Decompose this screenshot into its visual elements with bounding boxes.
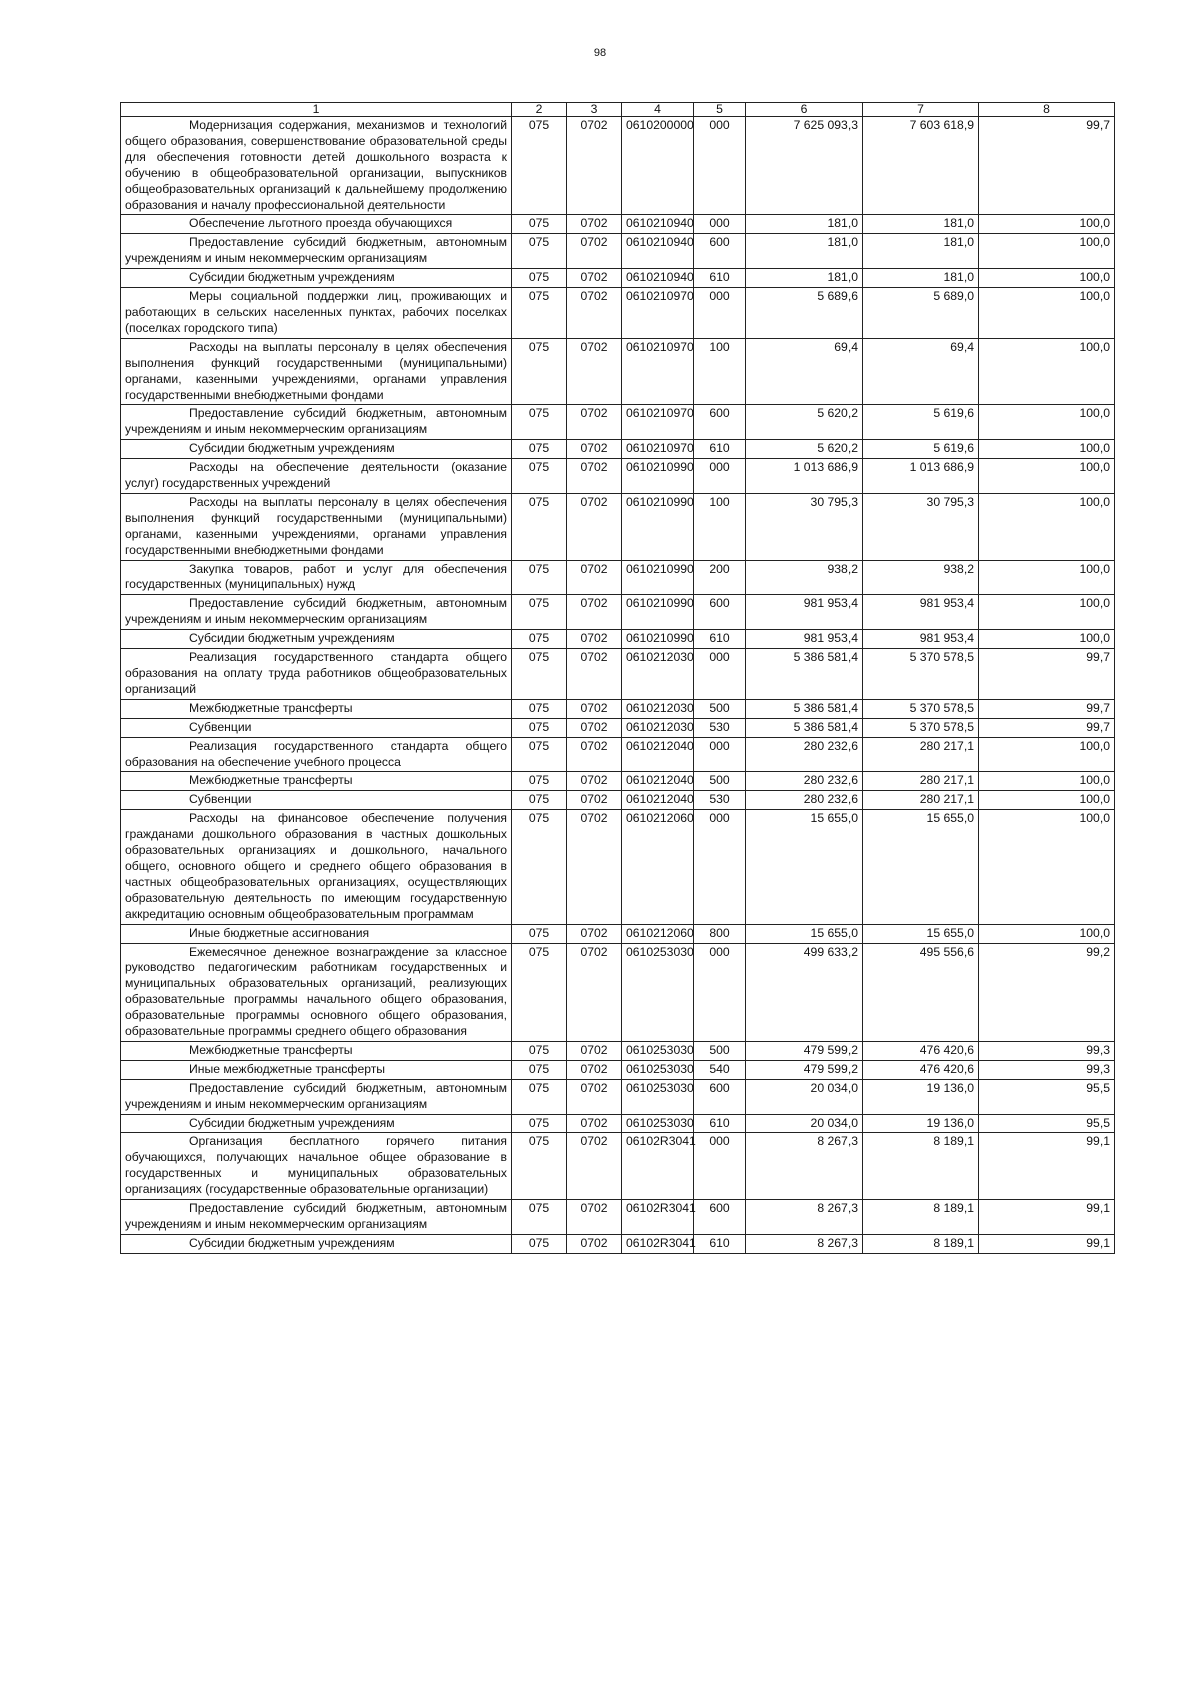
table-row <box>121 772 1115 791</box>
target-article-cell: 0610210990 <box>622 493 694 560</box>
actual-amount-cell: 5 370 578,5 <box>863 699 979 718</box>
section-code-cell: 0702 <box>567 943 622 1041</box>
target-article-cell: 0610210970 <box>622 338 694 405</box>
expense-name-cell: Организация бесплатного горячего питания обучающихся, получающих начальное общее образование в государственных и муниципальных образовательных организациях (государственные образовательные организации) <box>121 1133 512 1200</box>
expense-kind-cell: 600 <box>694 595 746 630</box>
admin-code-cell: 075 <box>512 405 567 440</box>
table-row <box>121 1060 1115 1079</box>
planned-amount-cell: 8 267,3 <box>746 1133 863 1200</box>
execution-percent-cell: 100,0 <box>979 772 1115 791</box>
expense-name-cell: Меры социальной поддержки лиц, проживающих и работающих в сельских населенных пунктах, рабочих поселках (поселках городского типа) <box>121 288 512 339</box>
admin-code-cell: 075 <box>512 1200 567 1235</box>
section-code-cell: 0702 <box>567 1114 622 1133</box>
section-code-cell: 0702 <box>567 1041 622 1060</box>
execution-percent-cell: 100,0 <box>979 737 1115 772</box>
expense-kind-cell: 000 <box>694 943 746 1041</box>
table-row <box>121 1133 1115 1200</box>
table-row <box>121 1079 1115 1114</box>
planned-amount-cell: 479 599,2 <box>746 1060 863 1079</box>
admin-code-cell: 075 <box>512 234 567 269</box>
admin-code-cell: 075 <box>512 288 567 339</box>
actual-amount-cell: 476 420,6 <box>863 1060 979 1079</box>
section-code-cell: 0702 <box>567 630 622 649</box>
expense-name-cell: Ежемесячное денежное вознаграждение за классное руководство педагогическим работникам государственных и муниципальных образовательных организаций, реализующих образовательные программы начального общего образования, образовательные программы основного общего образования, образовательные программы среднего общего образования <box>121 943 512 1041</box>
target-article-cell: 0610253030 <box>622 943 694 1041</box>
actual-amount-cell: 5 370 578,5 <box>863 649 979 700</box>
actual-amount-cell: 30 795,3 <box>863 493 979 560</box>
planned-amount-cell: 30 795,3 <box>746 493 863 560</box>
target-article-cell: 0610210970 <box>622 288 694 339</box>
planned-amount-cell: 280 232,6 <box>746 791 863 810</box>
planned-amount-cell: 69,4 <box>746 338 863 405</box>
expense-name-cell: Расходы на выплаты персоналу в целях обеспечения выполнения функций государственными (муниципальными) органами, казенными учреждениями, органами управления государственными внебюджетными фондами <box>121 493 512 560</box>
admin-code-cell: 075 <box>512 269 567 288</box>
execution-percent-cell: 99,7 <box>979 699 1115 718</box>
section-code-cell: 0702 <box>567 1060 622 1079</box>
target-article-cell: 0610253030 <box>622 1114 694 1133</box>
target-article-cell: 0610210940 <box>622 215 694 234</box>
expense-kind-cell: 610 <box>694 440 746 459</box>
expense-kind-cell: 600 <box>694 1079 746 1114</box>
expense-name-cell: Субсидии бюджетным учреждениям <box>121 630 512 649</box>
actual-amount-cell: 181,0 <box>863 234 979 269</box>
planned-amount-cell: 1 013 686,9 <box>746 459 863 494</box>
expense-name-cell: Межбюджетные трансферты <box>121 772 512 791</box>
section-code-cell: 0702 <box>567 440 622 459</box>
actual-amount-cell: 495 556,6 <box>863 943 979 1041</box>
target-article-cell: 0610212040 <box>622 791 694 810</box>
execution-percent-cell: 100,0 <box>979 560 1115 595</box>
section-code-cell: 0702 <box>567 215 622 234</box>
expense-kind-cell: 600 <box>694 1200 746 1235</box>
execution-percent-cell: 99,2 <box>979 943 1115 1041</box>
actual-amount-cell: 181,0 <box>863 269 979 288</box>
actual-amount-cell: 280 217,1 <box>863 772 979 791</box>
execution-percent-cell: 99,7 <box>979 649 1115 700</box>
admin-code-cell: 075 <box>512 737 567 772</box>
admin-code-cell: 075 <box>512 440 567 459</box>
planned-amount-cell: 15 655,0 <box>746 924 863 943</box>
planned-amount-cell: 499 633,2 <box>746 943 863 1041</box>
admin-code-cell: 075 <box>512 595 567 630</box>
admin-code-cell: 075 <box>512 718 567 737</box>
expense-kind-cell: 000 <box>694 737 746 772</box>
planned-amount-cell: 181,0 <box>746 269 863 288</box>
expense-name-cell: Расходы на финансовое обеспечение получения гражданами дошкольного образования в частных дошкольных образовательных организациях и дошкольного, начального общего, основного общего и среднего общего образования в частных общеобразовательных организациях, осуществляющих образовательную деятельность по имеющим государственную аккредитацию основным общеобразовательным программам <box>121 810 512 924</box>
actual-amount-cell: 15 655,0 <box>863 810 979 924</box>
column-header: 2 <box>512 103 567 117</box>
expense-name-cell: Межбюджетные трансферты <box>121 699 512 718</box>
table-row <box>121 234 1115 269</box>
admin-code-cell: 075 <box>512 791 567 810</box>
table-row <box>121 791 1115 810</box>
actual-amount-cell: 5 619,6 <box>863 405 979 440</box>
planned-amount-cell: 8 267,3 <box>746 1234 863 1253</box>
actual-amount-cell: 7 603 618,9 <box>863 117 979 215</box>
execution-percent-cell: 99,1 <box>979 1133 1115 1200</box>
actual-amount-cell: 15 655,0 <box>863 924 979 943</box>
planned-amount-cell: 5 620,2 <box>746 405 863 440</box>
actual-amount-cell: 280 217,1 <box>863 737 979 772</box>
expense-kind-cell: 530 <box>694 791 746 810</box>
expense-name-cell: Расходы на обеспечение деятельности (оказание услуг) государственных учреждений <box>121 459 512 494</box>
section-code-cell: 0702 <box>567 269 622 288</box>
admin-code-cell: 075 <box>512 772 567 791</box>
column-header: 5 <box>694 103 746 117</box>
expense-name-cell: Субсидии бюджетным учреждениям <box>121 1114 512 1133</box>
target-article-cell: 0610210990 <box>622 459 694 494</box>
actual-amount-cell: 476 420,6 <box>863 1041 979 1060</box>
admin-code-cell: 075 <box>512 1041 567 1060</box>
target-article-cell: 0610253030 <box>622 1041 694 1060</box>
planned-amount-cell: 280 232,6 <box>746 737 863 772</box>
expense-name-cell: Обеспечение льготного проезда обучающихся <box>121 215 512 234</box>
execution-percent-cell: 100,0 <box>979 791 1115 810</box>
expense-kind-cell: 610 <box>694 1114 746 1133</box>
execution-percent-cell: 100,0 <box>979 288 1115 339</box>
planned-amount-cell: 20 034,0 <box>746 1079 863 1114</box>
planned-amount-cell: 7 625 093,3 <box>746 117 863 215</box>
actual-amount-cell: 19 136,0 <box>863 1079 979 1114</box>
target-article-cell: 06102R3041 <box>622 1234 694 1253</box>
planned-amount-cell: 181,0 <box>746 234 863 269</box>
execution-percent-cell: 99,7 <box>979 718 1115 737</box>
table-row <box>121 699 1115 718</box>
actual-amount-cell: 19 136,0 <box>863 1114 979 1133</box>
execution-percent-cell: 100,0 <box>979 459 1115 494</box>
expense-name-cell: Иные межбюджетные трансферты <box>121 1060 512 1079</box>
expense-name-cell: Предоставление субсидий бюджетным, автономным учреждениям и иным некоммерческим организациям <box>121 405 512 440</box>
expense-name-cell: Модернизация содержания, механизмов и технологий общего образования, совершенствование образовательной среды для обеспечения готовности детей дошкольного возраста к обучению в общеобразовательной организации, выпускников общеобразовательных организаций к дальнейшему продолжению образования и началу профессиональной деятельности <box>121 117 512 215</box>
execution-percent-cell: 99,1 <box>979 1200 1115 1235</box>
expense-kind-cell: 000 <box>694 1133 746 1200</box>
execution-percent-cell: 100,0 <box>979 630 1115 649</box>
section-code-cell: 0702 <box>567 595 622 630</box>
table-row <box>121 215 1115 234</box>
admin-code-cell: 075 <box>512 215 567 234</box>
expense-kind-cell: 610 <box>694 1234 746 1253</box>
target-article-cell: 0610210970 <box>622 405 694 440</box>
admin-code-cell: 075 <box>512 1234 567 1253</box>
expense-kind-cell: 000 <box>694 215 746 234</box>
execution-percent-cell: 100,0 <box>979 405 1115 440</box>
execution-percent-cell: 100,0 <box>979 269 1115 288</box>
execution-percent-cell: 99,1 <box>979 1234 1115 1253</box>
column-header: 8 <box>979 103 1115 117</box>
table-header-row <box>121 103 1115 117</box>
expense-kind-cell: 610 <box>694 269 746 288</box>
actual-amount-cell: 5 370 578,5 <box>863 718 979 737</box>
execution-percent-cell: 95,5 <box>979 1079 1115 1114</box>
target-article-cell: 06102R3041 <box>622 1133 694 1200</box>
target-article-cell: 0610210970 <box>622 440 694 459</box>
expense-kind-cell: 200 <box>694 560 746 595</box>
expense-kind-cell: 000 <box>694 810 746 924</box>
target-article-cell: 0610253030 <box>622 1060 694 1079</box>
target-article-cell: 0610200000 <box>622 117 694 215</box>
target-article-cell: 0610212040 <box>622 772 694 791</box>
table-row <box>121 288 1115 339</box>
execution-percent-cell: 100,0 <box>979 493 1115 560</box>
expense-kind-cell: 100 <box>694 493 746 560</box>
planned-amount-cell: 981 953,4 <box>746 595 863 630</box>
expense-name-cell: Иные бюджетные ассигнования <box>121 924 512 943</box>
execution-percent-cell: 100,0 <box>979 234 1115 269</box>
admin-code-cell: 075 <box>512 630 567 649</box>
table-row <box>121 459 1115 494</box>
target-article-cell: 0610212060 <box>622 924 694 943</box>
expense-name-cell: Субсидии бюджетным учреждениям <box>121 1234 512 1253</box>
section-code-cell: 0702 <box>567 234 622 269</box>
admin-code-cell: 075 <box>512 699 567 718</box>
execution-percent-cell: 95,5 <box>979 1114 1115 1133</box>
execution-percent-cell: 99,7 <box>979 117 1115 215</box>
expense-kind-cell: 530 <box>694 718 746 737</box>
expense-kind-cell: 500 <box>694 699 746 718</box>
target-article-cell: 0610210990 <box>622 560 694 595</box>
table-row <box>121 1200 1115 1235</box>
expense-name-cell: Расходы на выплаты персоналу в целях обеспечения выполнения функций государственными (муниципальными) органами, казенными учреждениями, органами управления государственными внебюджетными фондами <box>121 338 512 405</box>
expense-name-cell: Субвенции <box>121 791 512 810</box>
execution-percent-cell: 100,0 <box>979 215 1115 234</box>
execution-percent-cell: 100,0 <box>979 440 1115 459</box>
target-article-cell: 0610212030 <box>622 649 694 700</box>
table-row <box>121 493 1115 560</box>
table-row <box>121 924 1115 943</box>
expense-kind-cell: 540 <box>694 1060 746 1079</box>
section-code-cell: 0702 <box>567 288 622 339</box>
actual-amount-cell: 8 189,1 <box>863 1133 979 1200</box>
section-code-cell: 0702 <box>567 493 622 560</box>
column-header: 4 <box>622 103 694 117</box>
table-row <box>121 269 1115 288</box>
expense-kind-cell: 000 <box>694 117 746 215</box>
table-row <box>121 649 1115 700</box>
actual-amount-cell: 69,4 <box>863 338 979 405</box>
table-row <box>121 1041 1115 1060</box>
expense-kind-cell: 610 <box>694 630 746 649</box>
admin-code-cell: 075 <box>512 338 567 405</box>
planned-amount-cell: 938,2 <box>746 560 863 595</box>
target-article-cell: 0610210990 <box>622 595 694 630</box>
expense-kind-cell: 600 <box>694 234 746 269</box>
planned-amount-cell: 981 953,4 <box>746 630 863 649</box>
section-code-cell: 0702 <box>567 699 622 718</box>
table-row <box>121 560 1115 595</box>
section-code-cell: 0702 <box>567 1079 622 1114</box>
section-code-cell: 0702 <box>567 772 622 791</box>
section-code-cell: 0702 <box>567 1200 622 1235</box>
table-row <box>121 405 1115 440</box>
section-code-cell: 0702 <box>567 810 622 924</box>
target-article-cell: 0610212040 <box>622 737 694 772</box>
planned-amount-cell: 479 599,2 <box>746 1041 863 1060</box>
column-header: 3 <box>567 103 622 117</box>
expense-name-cell: Предоставление субсидий бюджетным, автономным учреждениям и иным некоммерческим организациям <box>121 595 512 630</box>
expense-kind-cell: 000 <box>694 288 746 339</box>
section-code-cell: 0702 <box>567 459 622 494</box>
expense-name-cell: Реализация государственного стандарта общего образования на обеспечение учебного процесса <box>121 737 512 772</box>
expense-name-cell: Предоставление субсидий бюджетным, автономным учреждениям и иным некоммерческим организациям <box>121 1079 512 1114</box>
section-code-cell: 0702 <box>567 791 622 810</box>
table-row <box>121 440 1115 459</box>
expense-name-cell: Реализация государственного стандарта общего образования на оплату труда работников общеобразовательных организаций <box>121 649 512 700</box>
table-row <box>121 117 1115 215</box>
table-row <box>121 943 1115 1041</box>
section-code-cell: 0702 <box>567 560 622 595</box>
section-code-cell: 0702 <box>567 405 622 440</box>
target-article-cell: 0610212060 <box>622 810 694 924</box>
table-row <box>121 630 1115 649</box>
planned-amount-cell: 5 386 581,4 <box>746 718 863 737</box>
table-row <box>121 338 1115 405</box>
admin-code-cell: 075 <box>512 493 567 560</box>
execution-percent-cell: 99,3 <box>979 1041 1115 1060</box>
admin-code-cell: 075 <box>512 459 567 494</box>
table-row <box>121 595 1115 630</box>
section-code-cell: 0702 <box>567 117 622 215</box>
section-code-cell: 0702 <box>567 718 622 737</box>
column-header: 6 <box>746 103 863 117</box>
expense-name-cell: Субсидии бюджетным учреждениям <box>121 269 512 288</box>
expense-name-cell: Закупка товаров, работ и услуг для обеспечения государственных (муниципальных) нужд <box>121 560 512 595</box>
expense-name-cell: Субвенции <box>121 718 512 737</box>
planned-amount-cell: 280 232,6 <box>746 772 863 791</box>
execution-percent-cell: 100,0 <box>979 338 1115 405</box>
execution-percent-cell: 100,0 <box>979 595 1115 630</box>
column-header: 1 <box>121 103 512 117</box>
planned-amount-cell: 181,0 <box>746 215 863 234</box>
column-header: 7 <box>863 103 979 117</box>
admin-code-cell: 075 <box>512 943 567 1041</box>
actual-amount-cell: 280 217,1 <box>863 791 979 810</box>
table-row <box>121 718 1115 737</box>
target-article-cell: 0610210940 <box>622 234 694 269</box>
section-code-cell: 0702 <box>567 737 622 772</box>
expense-kind-cell: 500 <box>694 772 746 791</box>
planned-amount-cell: 20 034,0 <box>746 1114 863 1133</box>
table-row <box>121 1114 1115 1133</box>
planned-amount-cell: 15 655,0 <box>746 810 863 924</box>
planned-amount-cell: 5 620,2 <box>746 440 863 459</box>
expense-name-cell: Межбюджетные трансферты <box>121 1041 512 1060</box>
expense-kind-cell: 000 <box>694 459 746 494</box>
section-code-cell: 0702 <box>567 338 622 405</box>
actual-amount-cell: 8 189,1 <box>863 1200 979 1235</box>
actual-amount-cell: 8 189,1 <box>863 1234 979 1253</box>
expense-kind-cell: 100 <box>694 338 746 405</box>
actual-amount-cell: 981 953,4 <box>863 630 979 649</box>
expense-name-cell: Предоставление субсидий бюджетным, автономным учреждениям и иным некоммерческим организациям <box>121 1200 512 1235</box>
admin-code-cell: 075 <box>512 1079 567 1114</box>
actual-amount-cell: 5 689,0 <box>863 288 979 339</box>
section-code-cell: 0702 <box>567 649 622 700</box>
expense-kind-cell: 600 <box>694 405 746 440</box>
actual-amount-cell: 181,0 <box>863 215 979 234</box>
actual-amount-cell: 981 953,4 <box>863 595 979 630</box>
section-code-cell: 0702 <box>567 1234 622 1253</box>
target-article-cell: 0610210990 <box>622 630 694 649</box>
expense-name-cell: Предоставление субсидий бюджетным, автономным учреждениям и иным некоммерческим организациям <box>121 234 512 269</box>
admin-code-cell: 075 <box>512 649 567 700</box>
planned-amount-cell: 5 689,6 <box>746 288 863 339</box>
admin-code-cell: 075 <box>512 810 567 924</box>
planned-amount-cell: 5 386 581,4 <box>746 649 863 700</box>
planned-amount-cell: 8 267,3 <box>746 1200 863 1235</box>
planned-amount-cell: 5 386 581,4 <box>746 699 863 718</box>
section-code-cell: 0702 <box>567 1133 622 1200</box>
target-article-cell: 0610210940 <box>622 269 694 288</box>
table-row <box>121 1234 1115 1253</box>
table-row <box>121 810 1115 924</box>
page-number: 98 <box>593 47 607 59</box>
admin-code-cell: 075 <box>512 924 567 943</box>
expense-kind-cell: 000 <box>694 649 746 700</box>
actual-amount-cell: 5 619,6 <box>863 440 979 459</box>
target-article-cell: 0610253030 <box>622 1079 694 1114</box>
execution-percent-cell: 99,3 <box>979 1060 1115 1079</box>
admin-code-cell: 075 <box>512 1114 567 1133</box>
target-article-cell: 0610212030 <box>622 699 694 718</box>
admin-code-cell: 075 <box>512 117 567 215</box>
target-article-cell: 06102R3041 <box>622 1200 694 1235</box>
execution-percent-cell: 100,0 <box>979 924 1115 943</box>
target-article-cell: 0610212030 <box>622 718 694 737</box>
actual-amount-cell: 1 013 686,9 <box>863 459 979 494</box>
actual-amount-cell: 938,2 <box>863 560 979 595</box>
expense-kind-cell: 500 <box>694 1041 746 1060</box>
section-code-cell: 0702 <box>567 924 622 943</box>
expense-name-cell: Субсидии бюджетным учреждениям <box>121 440 512 459</box>
expense-kind-cell: 800 <box>694 924 746 943</box>
table-row <box>121 737 1115 772</box>
admin-code-cell: 075 <box>512 1060 567 1079</box>
admin-code-cell: 075 <box>512 1133 567 1200</box>
admin-code-cell: 075 <box>512 560 567 595</box>
execution-percent-cell: 100,0 <box>979 810 1115 924</box>
budget-table <box>120 102 1115 1254</box>
